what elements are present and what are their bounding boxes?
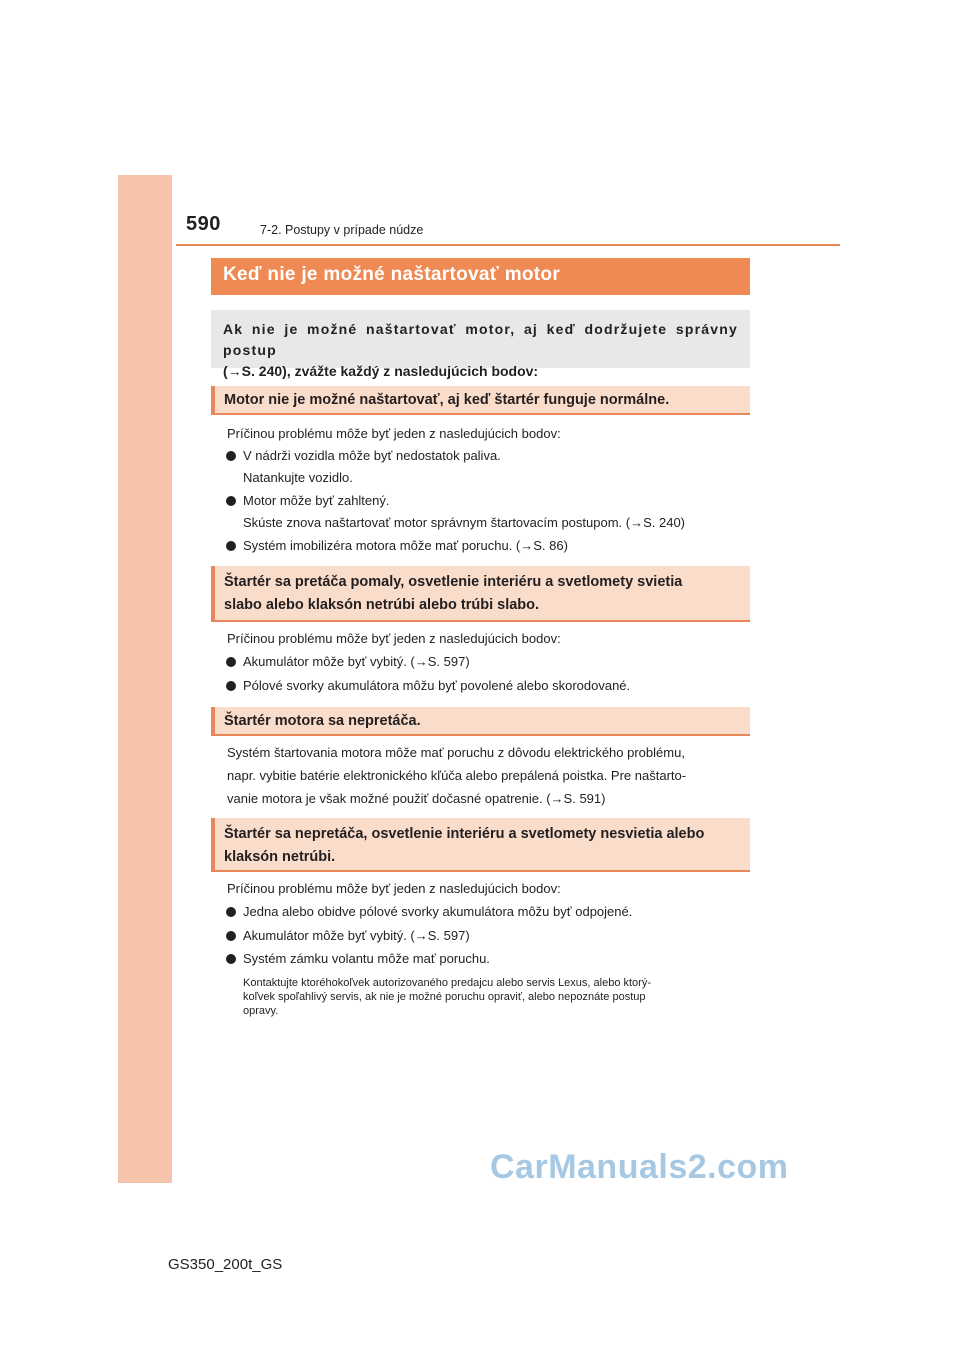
list-item: Motor môže byť zahltený. (243, 493, 390, 508)
intro-box (211, 310, 750, 379)
subheading-line-2: klaksón netrúbi. (224, 849, 336, 865)
paragraph-line: Systém štartovania motora môže mať poruchu z dôvodu elektrického problému, (227, 745, 685, 760)
subheading-line-1: Štartér sa nepretáča, osvetlenie interiéru a svetlomety nesvietia alebo (224, 826, 705, 842)
bullet-icon (226, 681, 236, 691)
page-number: 590 (186, 213, 221, 235)
intro-line-2-text: , zvážte každý z nasledujúcich bodov: (286, 363, 539, 379)
list-item: Systém zámku volantu môže mať poruchu. (243, 951, 490, 966)
list-item: Systém imobilizéra motora môže mať poruchu. (→S. 86) (243, 538, 568, 553)
cause-intro: Príčinou problému môže byť jeden z nasledujúcich bodov: (227, 881, 561, 896)
side-tab-strip (118, 175, 172, 1183)
subheading-starter-slow (211, 566, 750, 622)
intro-page-reference[interactable]: (→S. 240) (223, 363, 287, 379)
subheading-line-1: Štartér sa pretáča pomaly, osvetlenie interiéru a svetlomety svietia (224, 574, 683, 590)
bullet-icon (226, 657, 236, 667)
service-note (243, 976, 745, 1018)
subheading-starter-normal: Motor nie je možné naštartovať, aj keď štartér funguje normálne. (211, 386, 750, 415)
bullet-icon (226, 931, 236, 941)
note-line: koľvek spoľahlivý servis, ak nie je možné poruchu opraviť, alebo nepoznáte postup (243, 991, 646, 1003)
cause-intro: Príčinou problému môže byť jeden z nasledujúcich bodov: (227, 631, 561, 646)
intro-line-2 (223, 361, 738, 382)
intro-line-1: Ak nie je možné naštartovať motor, aj keď dodržujete správny postup (223, 321, 738, 358)
list-item: Pólové svorky akumulátora môžu byť povolené alebo skorodované. (243, 678, 631, 693)
paragraph (227, 741, 747, 810)
running-head: 7-2. Postupy v prípade núdze (260, 223, 424, 237)
note-line: opravy. (243, 1005, 279, 1017)
section-title: Keď nie je možné naštartovať motor (211, 258, 750, 295)
header-rule (176, 244, 840, 246)
subheading-line-2: slabo alebo klaksón netrúbi alebo trúbi slabo. (224, 597, 540, 613)
paragraph-line: napr. vybitie batérie elektronického kľúča alebo prepálená poistka. Pre naštarto- (227, 768, 687, 783)
footer-model-code: GS350_200t_GS (168, 1256, 283, 1273)
bullet-icon (226, 954, 236, 964)
bullet-icon (226, 907, 236, 917)
list-item-sub: Skúste znova naštartovať motor správnym štartovacím postupom. (→S. 240) (243, 515, 685, 530)
note-line: Kontaktujte ktoréhokoľvek autorizovaného predajcu alebo servis Lexus, alebo ktorý- (243, 977, 651, 989)
list-item: Jedna alebo obidve pólové svorky akumulátora môžu byť odpojené. (243, 904, 633, 919)
cause-intro: Príčinou problému môže byť jeden z nasledujúcich bodov: (227, 426, 561, 441)
paragraph-line: vanie motora je však možné použiť dočasné opatrenie. (→S. 591) (227, 791, 606, 806)
bullet-icon (226, 541, 236, 551)
list-item: Akumulátor môže byť vybitý. (→S. 597) (243, 928, 470, 943)
list-item-sub: Natankujte vozidlo. (243, 470, 353, 485)
subheading-no-power (211, 818, 750, 872)
list-item: Akumulátor môže byť vybitý. (→S. 597) (243, 654, 470, 669)
bullet-icon (226, 496, 236, 506)
watermark: CarManuals2.com (490, 1148, 789, 1186)
list-item: V nádrži vozidla môže byť nedostatok paliva. (243, 448, 501, 463)
subheading-starter-not-cranking: Štartér motora sa nepretáča. (211, 707, 750, 736)
bullet-icon (226, 451, 236, 461)
